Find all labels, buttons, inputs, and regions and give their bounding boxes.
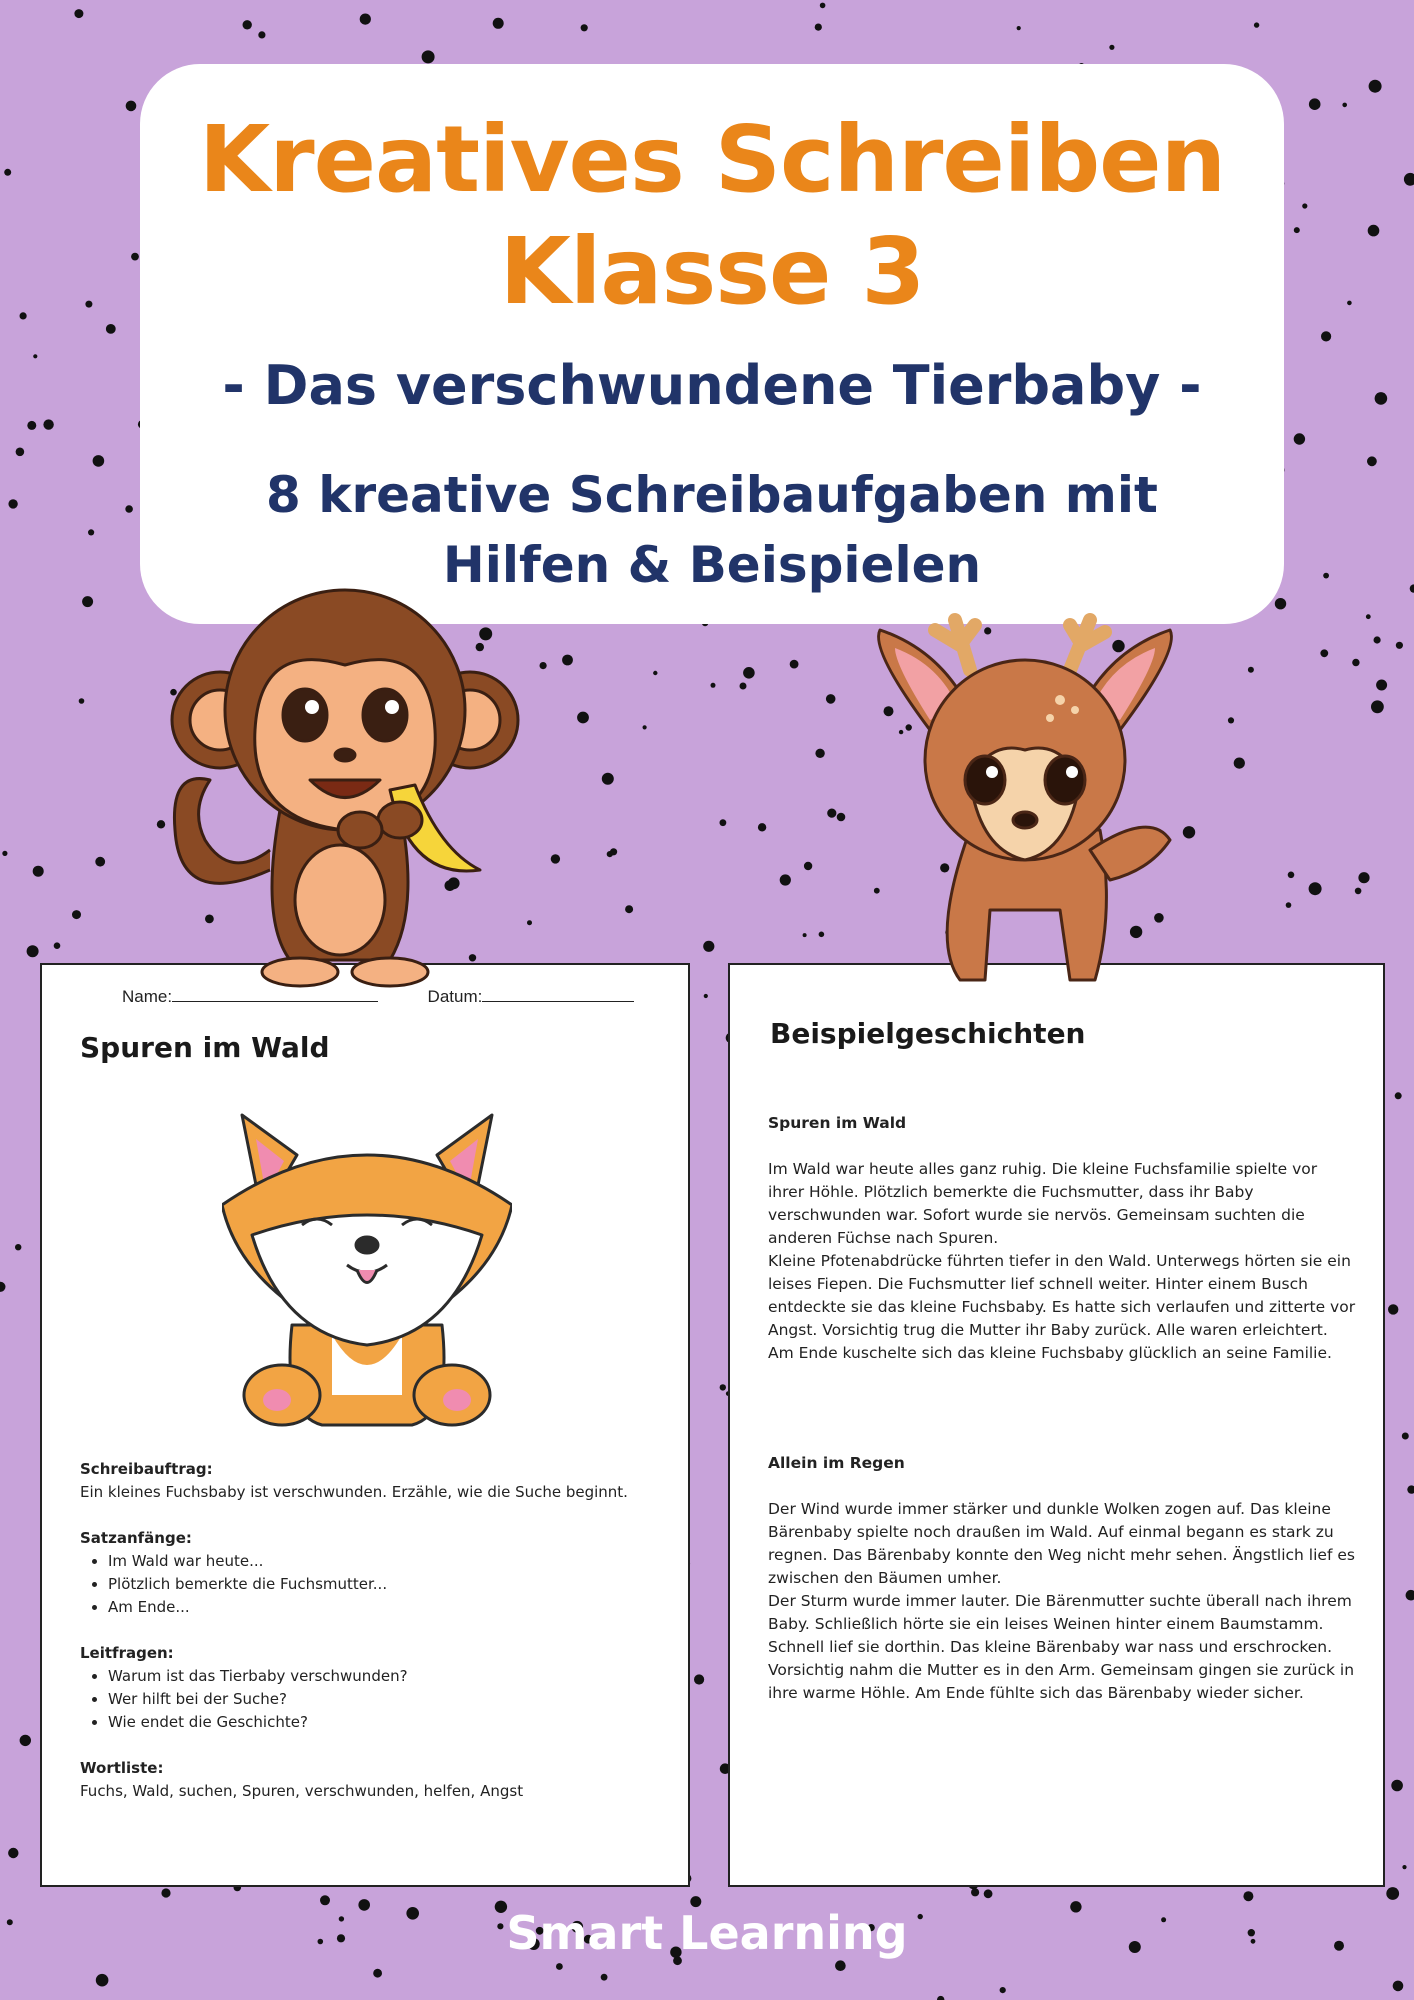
background-dot (815, 24, 822, 31)
background-dot (1294, 227, 1300, 233)
background-dot (577, 712, 589, 724)
background-dot (694, 1674, 704, 1684)
background-dot (88, 529, 94, 535)
background-dot (126, 101, 137, 112)
subtitle: - Das verschwundene Tierbaby - (222, 354, 1202, 417)
starters-list (80, 1550, 387, 1619)
examples-page (728, 963, 1385, 1887)
story-paragraph: Der Sturm wurde immer lauter. Die Bärenmutter suchte überall nach ihrem Baby. Schließlich hörte sie ein leises Weinen hinter einem Baumstamm. Schnell lief sie dorthin. Das kleine Bärenbaby war nass und erschrocken. Vorsichtig nahm die Mutter es in den Arm. Gemeinsam gingen sie zurück in ihre warme Höhle. Am Ende fühlte sich das Bärenbaby wieder sicher. (768, 1592, 1355, 1702)
background-dot (1375, 392, 1388, 405)
starters-label: Satzanfänge: (80, 1529, 192, 1547)
background-dot (1320, 649, 1328, 657)
background-dot (643, 725, 647, 729)
background-dot (984, 1889, 993, 1898)
background-dot (819, 932, 825, 938)
story-paragraph: Kleine Pfotenabdrücke führten tiefer in den Wald. Unterwegs hörten sie ein leises Fiepen. Die Fuchsmutter lief schnell weiter. Hinter einem Busch entdeckte sie das kleine Fuchsbaby. Es hatte sich verlaufen und zitterte vor Angst. Vorsichtig trug die Mutter ihr Baby zurück. Alle waren erleichtert. Am Ende kuschelte sich das kleine Fuchsbaby glücklich an seine Familie. (768, 1252, 1356, 1362)
background-dot (161, 1888, 170, 1897)
list-item: • Warum ist das Tierbaby verschwunden? (108, 1665, 408, 1688)
title-card (140, 64, 1284, 624)
background-dot (720, 1384, 726, 1390)
background-dot (711, 683, 716, 688)
story-1 (768, 1112, 1358, 1365)
background-dot (96, 1974, 109, 1987)
wordlist-text: Fuchs, Wald, suchen, Spuren, verschwunden, helfen, Angst (80, 1782, 524, 1800)
background-dot (0, 1282, 6, 1292)
background-dot (4, 169, 11, 176)
background-dot (125, 505, 133, 513)
background-dot (653, 671, 657, 675)
background-dot (1410, 584, 1414, 592)
background-dot (258, 31, 265, 38)
background-dot (8, 499, 17, 508)
background-dot (601, 1974, 608, 1981)
background-dot (790, 660, 799, 669)
background-dot (1393, 1981, 1404, 1992)
background-dot (20, 1735, 31, 1746)
list-item: • Am Ende... (108, 1596, 387, 1619)
background-dot (1000, 1987, 1006, 1993)
background-dot (106, 324, 116, 334)
monkey-illustration (160, 580, 540, 1000)
description: 8 kreative Schreibaufgaben mit Hilfen & Beispielen (266, 466, 1158, 594)
background-dot (720, 819, 727, 826)
background-dot (540, 662, 547, 669)
story-title: Allein im Regen (768, 1454, 905, 1472)
background-dot (602, 773, 614, 785)
background-dot (704, 994, 708, 998)
background-dot (16, 448, 25, 457)
questions-label: Leitfragen: (80, 1644, 174, 1662)
background-dot (2, 851, 7, 856)
background-dot (1347, 301, 1352, 306)
task-block (80, 1458, 628, 1504)
background-dot (493, 18, 504, 29)
background-dot (54, 942, 61, 949)
background-dot (740, 683, 747, 690)
story-title: Spuren im Wald (768, 1114, 907, 1132)
background-dot (95, 857, 105, 867)
background-dot (804, 862, 812, 870)
story-paragraph: Im Wald war heute alles ganz ruhig. Die kleine Fuchsfamilie spielte vor ihrer Höhle. Plötzlich bemerkte die Fuchsmutter, dass ihr Baby verschwunden war. Sofort wurde sie nervös. Gemeinsam suchten die anderen Füchse nach Spuren. (768, 1160, 1318, 1247)
background-dot (1294, 433, 1305, 444)
background-dot (1404, 173, 1414, 186)
deer-illustration (860, 610, 1190, 1000)
background-dot (1309, 98, 1321, 110)
examples-heading: Beispielgeschichten (770, 1017, 1086, 1050)
background-dot (79, 698, 85, 704)
background-dot (15, 1244, 21, 1250)
background-dot (837, 813, 846, 822)
task-label: Schreibauftrag: (80, 1460, 213, 1478)
background-dot (1386, 1887, 1399, 1900)
background-dot (131, 253, 139, 261)
background-dot (1376, 680, 1387, 691)
background-dot (1109, 45, 1114, 50)
worksheet-page (40, 963, 690, 1887)
background-dot (360, 14, 371, 25)
background-dot (803, 933, 807, 937)
brand-footer: Smart Learning (506, 1906, 908, 1960)
background-dot (1321, 331, 1331, 341)
background-dot (8, 1848, 18, 1858)
starters-block (80, 1527, 387, 1619)
background-dot (1374, 636, 1381, 643)
background-dot (743, 667, 755, 679)
background-dot (74, 9, 83, 18)
list-item: • Wer hilft bei der Suche? (108, 1688, 408, 1711)
background-dot (85, 301, 92, 308)
story-paragraph: Der Wind wurde immer stärker und dunkle Wolken zogen auf. Das kleine Bärenbaby spielte noch draußen im Wald. Auf einmal begann es stark zu regnen. Das Bärenbaby konnte den Weg nicht mehr sehen. Ängstlich lief es zwischen den Bäumen umher. (768, 1500, 1355, 1587)
background-dot (1302, 203, 1307, 208)
background-dot (1352, 659, 1359, 666)
background-dot (815, 749, 824, 758)
background-dot (33, 354, 37, 358)
background-dot (937, 1996, 944, 2000)
list-item: • Im Wald war heute... (108, 1550, 387, 1573)
background-dot (1366, 614, 1371, 619)
background-dot (1286, 902, 1292, 908)
background-dot (826, 694, 836, 704)
wordlist-label: Wortliste: (80, 1759, 164, 1777)
background-dot (562, 655, 573, 666)
background-dot (1395, 1092, 1402, 1099)
list-item: • Wie endet die Geschichte? (108, 1711, 408, 1734)
date-label: Datum: (427, 987, 483, 1006)
title-line-1: Kreatives Schreiben (198, 106, 1226, 213)
list-item: • Plötzlich bemerkte die Fuchsmutter... (108, 1573, 387, 1596)
background-dot (1243, 1891, 1253, 1901)
background-dot (1234, 758, 1245, 769)
story-2 (768, 1452, 1358, 1705)
background-dot (1323, 573, 1329, 579)
background-dot (820, 3, 826, 9)
background-dot (1288, 872, 1295, 879)
wordlist-block (80, 1757, 523, 1803)
background-dot (1369, 80, 1382, 93)
background-dot (1367, 456, 1377, 466)
background-dot (1368, 225, 1380, 237)
background-dot (581, 24, 588, 31)
background-dot (1309, 882, 1322, 895)
background-dot (1248, 667, 1254, 673)
background-dot (1388, 1304, 1398, 1314)
background-dot (1342, 103, 1347, 108)
fox-illustration (222, 1095, 512, 1435)
background-dot (1275, 598, 1286, 609)
questions-list (80, 1665, 408, 1734)
background-dot (1371, 700, 1384, 713)
background-dot (1254, 22, 1259, 27)
background-dot (1406, 1590, 1414, 1601)
title-line-2: Klasse 3 (499, 218, 925, 325)
background-dot (1391, 1780, 1403, 1792)
background-dot (703, 941, 714, 952)
background-dot (27, 421, 36, 430)
background-dot (93, 455, 105, 467)
background-dot (82, 596, 93, 607)
questions-block (80, 1642, 408, 1734)
background-dot (1402, 1865, 1406, 1869)
worksheet-heading: Spuren im Wald (80, 1031, 330, 1064)
background-dot (1017, 26, 1021, 30)
background-dot (1396, 642, 1403, 649)
background-dot (1228, 717, 1234, 723)
background-dot (20, 312, 27, 319)
background-dot (1402, 1433, 1409, 1440)
background-dot (556, 1963, 563, 1970)
background-dot (551, 854, 560, 863)
task-text: Ein kleines Fuchsbaby ist verschwunden. Erzähle, wie die Suche beginnt. (80, 1483, 628, 1501)
background-dot (43, 419, 53, 429)
background-dot (422, 50, 435, 63)
name-label: Name: (122, 987, 173, 1006)
background-dot (1358, 872, 1369, 883)
background-dot (625, 905, 633, 913)
background-dot (1355, 888, 1362, 895)
background-dot (971, 1888, 979, 1896)
background-dot (780, 874, 791, 885)
background-dot (827, 809, 836, 818)
background-dot (72, 910, 81, 919)
background-dot (33, 866, 44, 877)
background-dot (373, 1969, 382, 1978)
background-dot (1407, 1485, 1414, 1493)
background-dot (610, 848, 617, 855)
background-dot (243, 20, 252, 29)
background-dot (758, 823, 766, 831)
background-dot (27, 945, 39, 957)
